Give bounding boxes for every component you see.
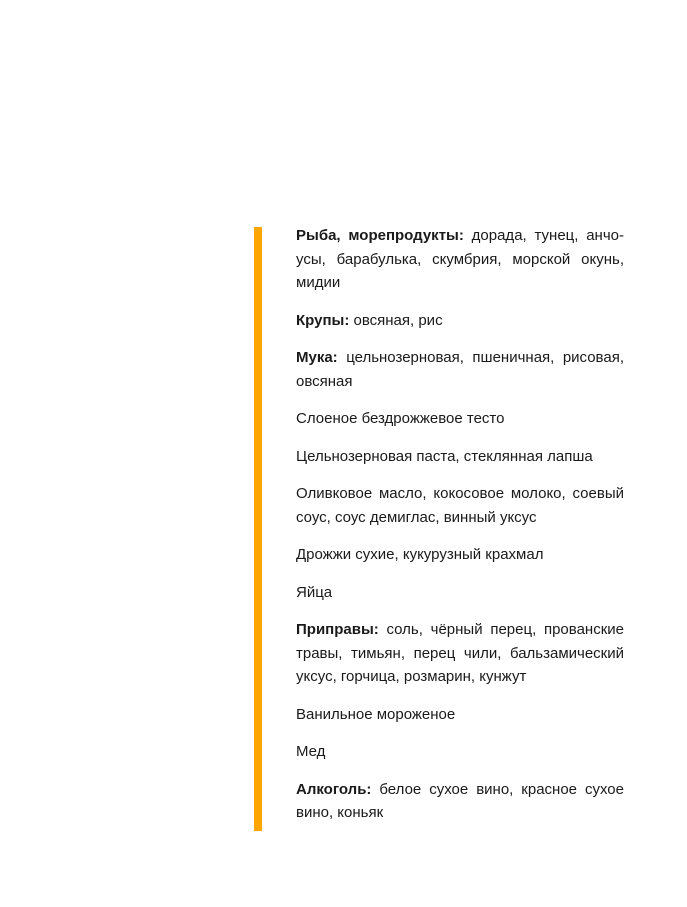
item-text: Ванильное мороженое [296, 705, 456, 723]
item-text: Оливковое масло, кокосовое молоко, соевый соус, соус демиглас, винный уксус [296, 485, 624, 526]
item-label: Алкоголь: [296, 780, 372, 798]
ingredient-item-eggs [296, 581, 624, 605]
item-label: Крупы: [296, 311, 350, 329]
ingredient-item-ice-cream [296, 703, 624, 727]
ingredient-item-yeast [296, 543, 624, 567]
item-label: Мука: [296, 349, 338, 366]
ingredient-item-oils-sauces [296, 482, 624, 529]
ingredient-item-dough [296, 407, 624, 431]
item-text: Яйца [296, 583, 333, 601]
ingredient-item-grains [296, 309, 624, 333]
ingredients-list [296, 224, 624, 839]
item-text: цельнозерновая, пшеничная, рисовая, овсяная [296, 349, 624, 390]
item-text: белое сухое вино, красное сухое вино, коньяк [296, 780, 624, 821]
item-text: Мед [296, 743, 326, 760]
ingredient-item-flour [296, 346, 624, 393]
ingredient-item-honey [296, 740, 624, 764]
item-text: Дрожжи сухие, кукурузный крахмал [296, 546, 544, 563]
item-text: Цельнозерновая паста, стеклянная лапша [296, 447, 593, 465]
item-text: Слоеное бездрожжевое тесто [296, 410, 505, 427]
item-text: соль, чёрный перец, прованские травы, тимьян, перец чили, бальзамический уксус, горчица, розмарин, кунжут [296, 621, 624, 685]
item-text: овсяная, рис [349, 311, 443, 329]
ingredient-item-alcohol [296, 778, 624, 825]
ingredient-item-pasta [296, 445, 624, 469]
item-label: Приправы: [296, 621, 379, 638]
accent-bar [254, 227, 262, 831]
item-label: Рыба, морепродукты: [296, 227, 464, 244]
ingredient-item-spices [296, 618, 624, 689]
ingredient-item-fish [296, 224, 624, 295]
item-text: дорада, тунец, анчоусы, барабулька, скумбрия, морской окунь, мидии [296, 227, 624, 291]
